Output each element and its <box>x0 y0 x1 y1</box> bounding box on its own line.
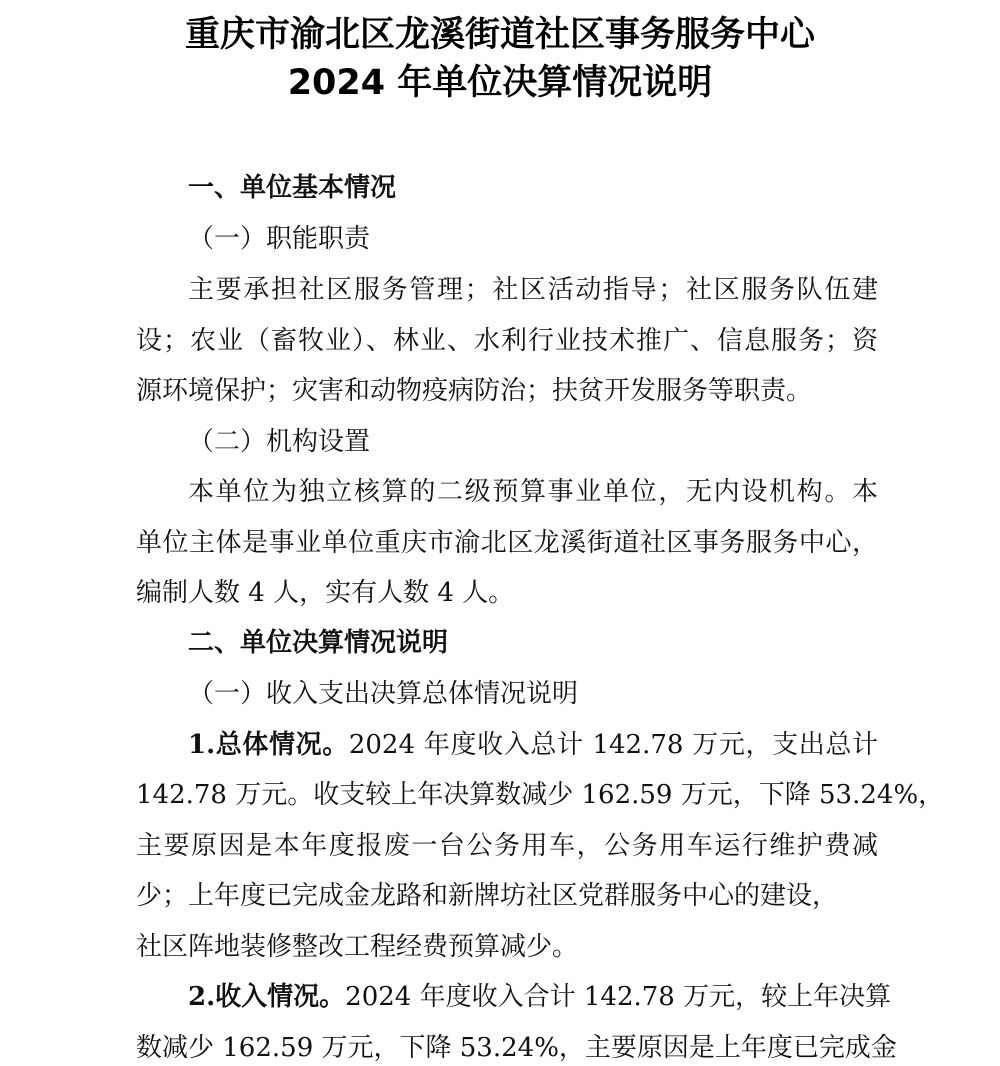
document-title-line-1: 重庆市渝北区龙溪街道社区事务服务中心 <box>184 15 815 55</box>
section-2-heading: 二、单位决算情况说明 <box>188 628 449 658</box>
item-2-first-line <box>188 980 892 1014</box>
document-title-line-2: 2024 年单位决算情况说明 <box>287 63 713 103</box>
item-1-first-text: 2024 年度收入总计 142.78 万元，支出总计 <box>348 730 878 760</box>
item-2-lead: 2.收入情况。 <box>188 982 346 1012</box>
paragraph-line: 设；农业（畜牧业）、林业、水利行业技术推广、信息服务；资 <box>136 326 878 356</box>
paragraph-line: 单位主体是事业单位重庆市渝北区龙溪街道社区事务服务中心， <box>136 528 878 558</box>
item-1-first-line <box>188 728 878 762</box>
paragraph-line: 编制人数 4 人，实有人数 4 人。 <box>136 578 515 608</box>
section-2-sub-1-heading: （一）收入支出决算总体情况说明 <box>188 679 579 709</box>
paragraph-line: 源环境保护；灾害和动物疫病防治；扶贫开发服务等职责。 <box>136 376 813 406</box>
section-1-sub-1-heading: （一）职能职责 <box>188 224 371 254</box>
paragraph-line: 主要原因是本年度报废一台公务用车，公务用车运行维护费减 <box>136 831 878 861</box>
paragraph-line: 数减少 162.59 万元，下降 53.24%，主要原因是上年度已完成金 <box>136 1033 897 1063</box>
section-1-heading: 一、单位基本情况 <box>188 173 397 203</box>
section-1-sub-2-heading: （二）机构设置 <box>188 427 371 457</box>
item-1-lead: 1.总体情况。 <box>188 730 349 760</box>
paragraph-line: 社区阵地装修整改工程经费预算减少。 <box>136 932 579 962</box>
paragraph-line: 少；上年度已完成金龙路和新牌坊社区党群服务中心的建设， <box>136 881 839 911</box>
paragraph-line: 142.78 万元。收支较上年决算数减少 162.59 万元，下降 53.24%， <box>136 780 945 810</box>
paragraph-line: 本单位为独立核算的二级预算事业单位，无内设机构。本 <box>188 477 878 507</box>
item-2-first-text: 2024 年度收入合计 142.78 万元，较上年决算 <box>345 982 892 1012</box>
paragraph-line: 主要承担社区服务管理；社区活动指导；社区服务队伍建 <box>188 275 878 305</box>
